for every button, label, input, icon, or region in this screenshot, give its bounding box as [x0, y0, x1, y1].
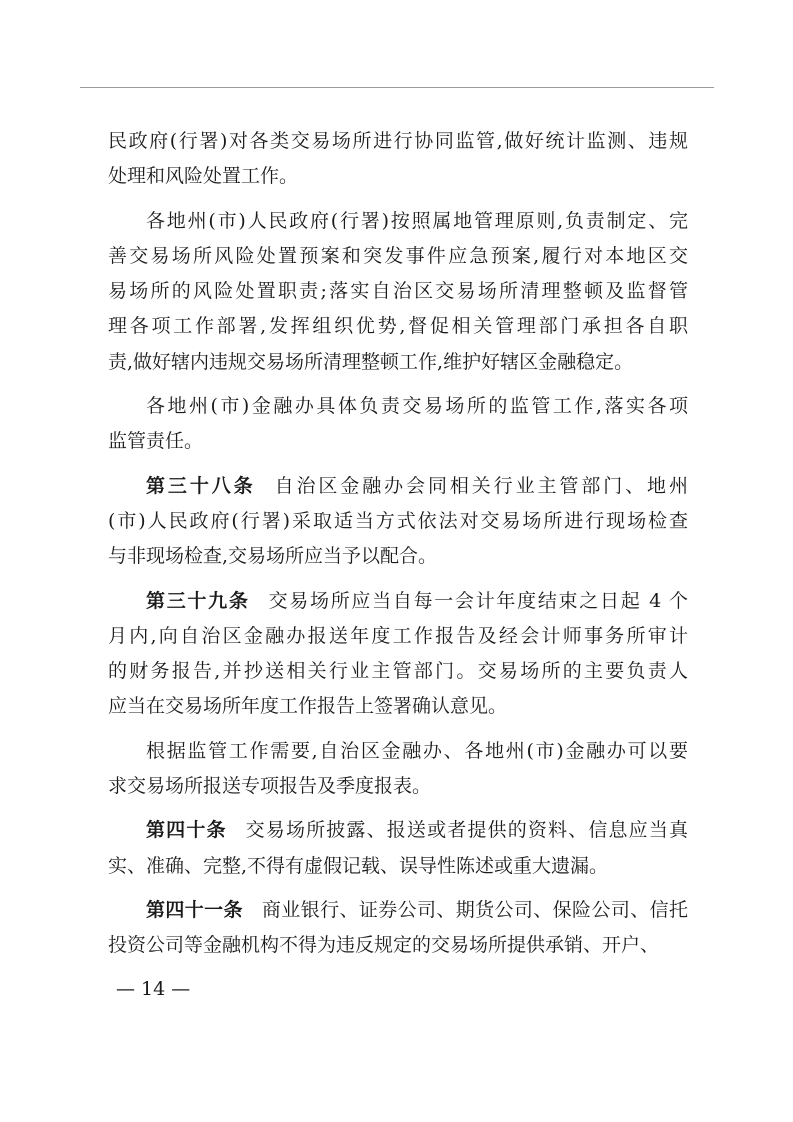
text-line: 各地州(市)金融办具体负责交易场所的监管工作,落实各项 [146, 395, 688, 418]
text-line: (市)人民政府(行署)采取适当方式依法对交易场所进行现场检查 [108, 509, 688, 532]
text-line: 监管责任。 [108, 430, 204, 453]
document-body [108, 124, 688, 964]
text-line: 易场所的风险处置职责;落实自治区交易场所清理整顿及监督管 [108, 280, 688, 303]
article-heading: 第三十九条 [146, 589, 250, 612]
text-line: 月内,向自治区金融办报送年度工作报告及经会计师事务所审计 [108, 624, 688, 647]
article-text: 商业银行、证券公司、期货公司、保险公司、信托 [261, 898, 688, 921]
text-line [108, 893, 688, 928]
article-text: 自治区金融办会同相关行业主管部门、地州 [274, 474, 688, 497]
article-heading: 第四十一条 [146, 898, 243, 921]
text-line: 与非现场检查,交易场所应当予以配合。 [108, 545, 438, 568]
paragraph [108, 389, 688, 460]
header-rule [80, 87, 714, 88]
text-line: 根据监管工作需要,自治区金融办、各地州(市)金融办可以要 [146, 739, 688, 762]
text-line: 责,做好辖内违规交易场所清理整顿工作,维护好辖区金融稳定。 [108, 350, 634, 373]
article-paragraph [108, 469, 688, 575]
paragraph [108, 204, 688, 380]
page-number: — 14 — [116, 978, 191, 1000]
text-line: 实、准确、完整,不得有虚假记载、误导性陈述或重大遗漏。 [108, 854, 609, 877]
text-line: 投资公司等金融机构不得为违反规定的交易场所提供承销、开户、 [108, 934, 660, 957]
text-line: 处理和风险处置工作。 [108, 165, 299, 188]
paragraph [108, 734, 688, 805]
paragraph [108, 124, 688, 195]
text-line: 求交易场所报送专项报告及季度报表。 [108, 775, 432, 798]
text-line: 民政府(行署)对各类交易场所进行协同监管,做好统计监测、违规 [108, 130, 688, 152]
text-line: 善交易场所风险处置预案和突发事件应急预案,履行对本地区交 [108, 244, 688, 267]
article-text: 交易场所披露、报送或者提供的资料、信息应当真 [245, 819, 688, 842]
article-paragraph [108, 893, 688, 964]
text-line: 的财务报告,并抄送相关行业主管部门。交易场所的主要负责人 [108, 660, 688, 683]
article-paragraph [108, 813, 688, 884]
text-line: 应当在交易场所年度工作报告上签署确认意见。 [108, 695, 508, 718]
article-heading: 第四十条 [146, 819, 227, 842]
text-line [108, 813, 688, 848]
article-heading: 第三十八条 [146, 474, 256, 497]
text-line: 理各项工作部署,发挥组织优势,督促相关管理部门承担各自职 [108, 315, 688, 338]
text-line [108, 469, 688, 504]
article-paragraph [108, 584, 688, 725]
text-line: 各地州(市)人民政府(行署)按照属地管理原则,负责制定、完 [146, 209, 688, 232]
text-line [108, 584, 688, 619]
article-text: 交易场所应当自每一会计年度结束之日起 4 个 [268, 589, 688, 612]
